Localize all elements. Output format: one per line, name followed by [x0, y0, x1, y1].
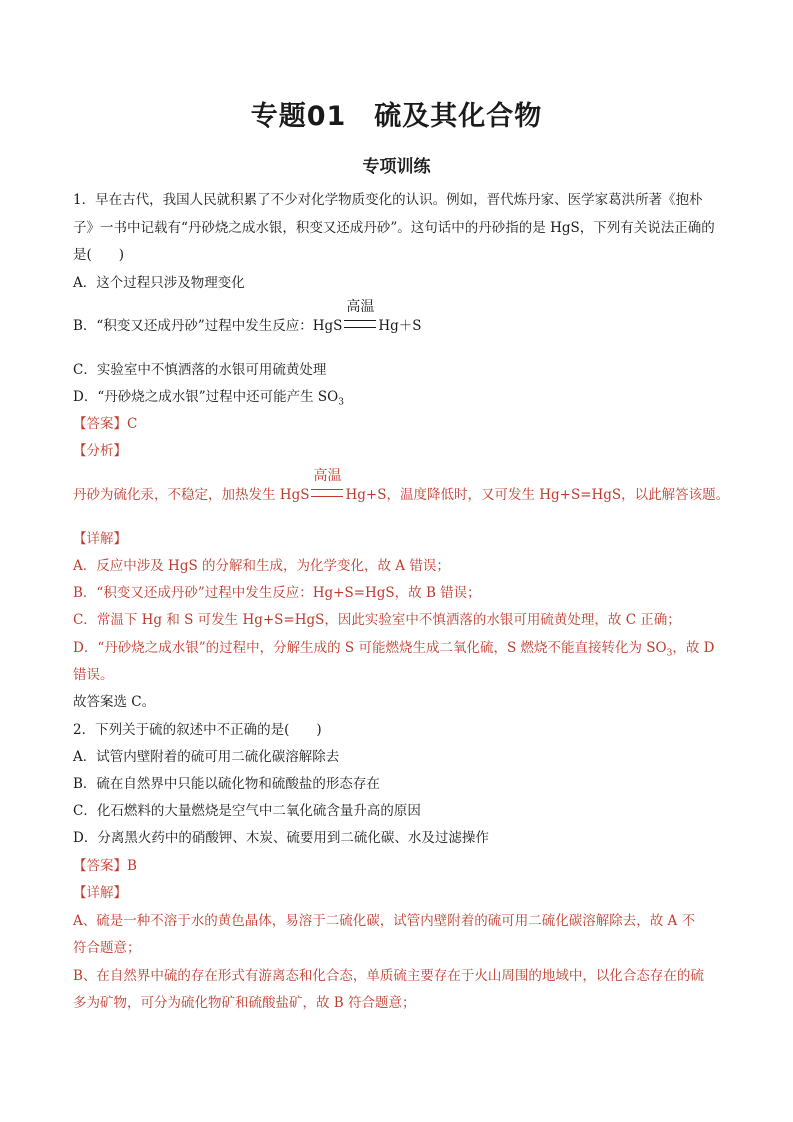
- q1-stem-line-3: 是( ): [73, 247, 125, 263]
- q1-detail-d-line-1: [73, 638, 733, 664]
- q2-stem: 2．下列关于硫的叙述中不正确的是( ): [73, 722, 322, 738]
- reaction-arrow: [342, 299, 378, 336]
- q1-detail-d-prefix: D．“丹砂烧之成水银”的过程中，分解生成的 S 可能燃烧生成二氧化硫，S 燃烧不能直接转化为 SO: [73, 640, 667, 656]
- q2-option-d: D．分离黑火药中的硝酸钾、木炭、硫要用到二硫化碳、水及过滤操作: [73, 830, 489, 846]
- q2-detail-b-line-2: 多为矿物，可分为硫化物矿和硫酸盐矿，故 B 符合题意；: [73, 995, 416, 1011]
- q1-analysis-prefix: 丹砂为硫化汞，不稳定，加热发生 HgS: [73, 487, 310, 503]
- page-title: 专题01 硫及其化合物: [250, 101, 543, 132]
- q1-detail-a: A．反应中涉及 HgS 的分解和生成，为化学变化，故 A 错误；: [73, 558, 450, 574]
- q2-detail-a-line-1: A、硫是一种不溶于水的黄色晶体，易溶于二硫化碳，试管内壁附着的硫可用二硫化碳溶解除去，故 A 不: [73, 913, 696, 929]
- q1-detail-tag: 【详解】: [73, 531, 127, 547]
- q1-analysis-text: [73, 468, 733, 505]
- q1-answer-tag: 【答案】C: [73, 416, 138, 432]
- q1-detail-d-line-2: 错误。: [73, 667, 114, 683]
- q2-option-b: B．硫在自然界中只能以硫化物和硫酸盐的形态存在: [73, 776, 380, 792]
- q1-stem-line-1: 1．早在古代，我国人民就积累了不少对化学物质变化的认识。例如，晋代炼丹家、医学家葛洪所著《抱朴: [73, 192, 703, 208]
- q2-detail-a-line-2: 符合题意；: [73, 940, 141, 956]
- q1-option-b: [73, 299, 733, 336]
- q1-detail-d-suffix: ，故 D: [672, 640, 715, 656]
- q2-option-c: C．化石燃料的大量燃烧是空气中二氧化硫含量升高的原因: [73, 803, 421, 819]
- q1-detail-c: C．常温下 Hg 和 S 可发生 Hg+S=HgS，因此实验室中不慎洒落的水银可用硫黄处理，故 C 正确；: [73, 612, 681, 628]
- q1-analysis-suffix: Hg+S，温度降低时，又可发生 Hg+S=HgS，以此解答该题。: [345, 487, 730, 503]
- q1-stem-line-2: 子》一书中记载有“丹砂烧之成水银，积变又还成丹砂”。这句话中的丹砂指的是 HgS，下列有关说法正确的: [73, 220, 715, 236]
- analysis-reaction-condition: 高温: [313, 468, 342, 484]
- reaction-condition: 高温: [346, 299, 375, 315]
- q1-option-d-sub: 3: [338, 397, 344, 408]
- q2-option-a: A．试管内壁附着的硫可用二硫化碳溶解除去: [73, 749, 340, 765]
- analysis-reaction-arrow: [309, 468, 345, 505]
- q1-option-a: A．这个过程只涉及物理变化: [73, 275, 245, 291]
- q2-answer-tag: 【答案】B: [73, 858, 137, 874]
- q1-option-b-prefix: B．“积变又还成丹砂”过程中发生反应：HgS: [73, 318, 343, 334]
- q2-detail-tag: 【详解】: [73, 885, 127, 901]
- q1-conclusion: 故答案选 C。: [73, 694, 156, 710]
- q1-option-d: [73, 387, 733, 413]
- q2-detail-b-line-1: B、在自然界中硫的存在形式有游离态和化合态，单质硫主要存在于火山周围的地域中，以化合态存在的硫: [73, 968, 704, 984]
- q1-option-b-suffix: Hg＋S: [378, 318, 422, 334]
- q1-option-d-text: D．“丹砂烧之成水银”过程中还可能产生 SO: [73, 389, 339, 405]
- q1-option-c: C．实验室中不慎洒落的水银可用硫黄处理: [73, 362, 327, 378]
- section-subtitle: 专项训练: [362, 157, 431, 177]
- q1-detail-b: B．“积变又还成丹砂”过程中发生反应：Hg+S=HgS，故 B 错误；: [73, 585, 481, 601]
- q1-detail-d-sub: 3: [666, 648, 673, 659]
- q1-analysis-tag: 【分析】: [73, 443, 127, 459]
